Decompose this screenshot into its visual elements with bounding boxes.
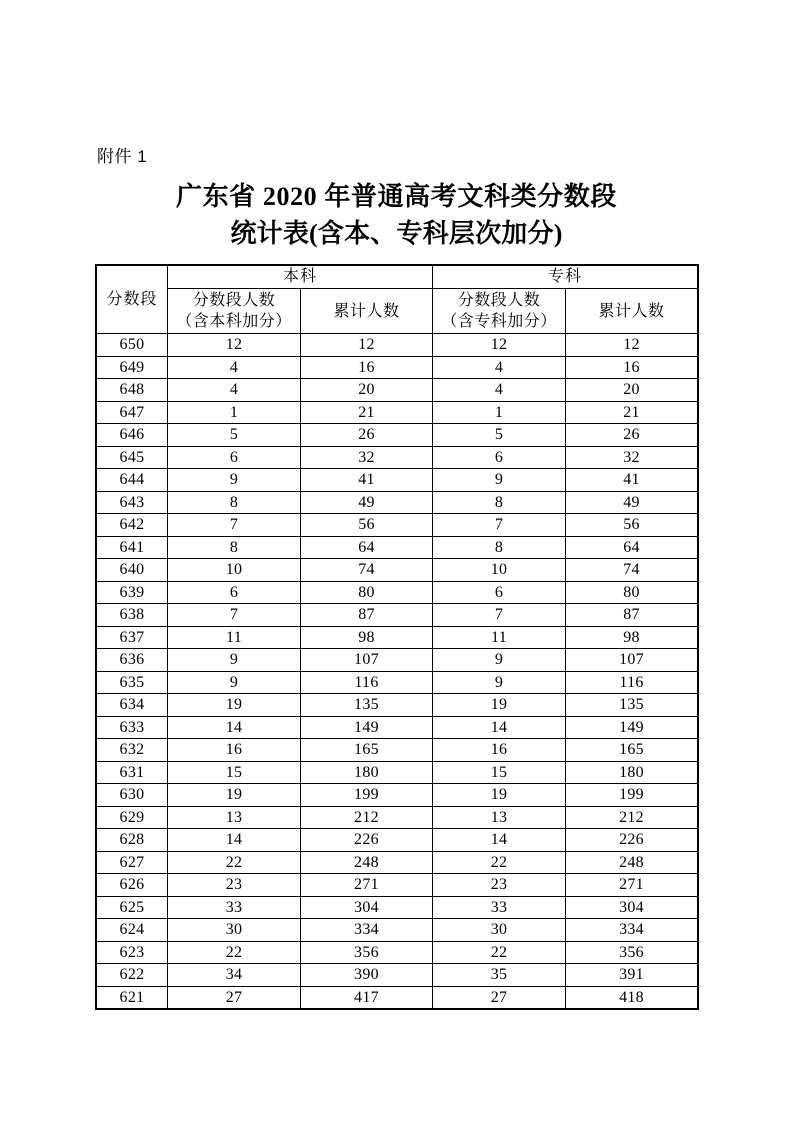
cell-jc-cumulative: 80 (566, 581, 698, 604)
table-row (97, 761, 698, 784)
cell-jc-band-count: 5 (433, 424, 566, 447)
table-row (97, 581, 698, 604)
cell-ug-band-count: 8 (168, 491, 301, 514)
cell-score-band: 637 (97, 626, 168, 649)
table-row (97, 469, 698, 492)
table-row (97, 604, 698, 627)
header-ug-band-count-line1: 分数段人数 (192, 292, 276, 309)
cell-score-band: 645 (97, 446, 168, 469)
cell-jc-band-count: 6 (433, 581, 566, 604)
cell-jc-band-count: 13 (433, 806, 566, 829)
cell-jc-band-count: 19 (433, 694, 566, 717)
cell-jc-cumulative: 271 (566, 874, 698, 897)
table-row (97, 514, 698, 537)
cell-jc-cumulative: 135 (566, 694, 698, 717)
cell-jc-band-count: 35 (433, 964, 566, 987)
cell-score-band: 629 (97, 806, 168, 829)
header-ug-band-count-line2: （含本科加分） (176, 313, 292, 330)
table-row (97, 671, 698, 694)
cell-jc-cumulative: 21 (566, 401, 698, 424)
cell-jc-band-count: 6 (433, 446, 566, 469)
score-distribution-table (96, 265, 698, 1009)
table-row (97, 356, 698, 379)
table-row (97, 896, 698, 919)
cell-ug-cumulative: 271 (301, 874, 433, 897)
table-row (97, 694, 698, 717)
cell-score-band: 628 (97, 829, 168, 852)
cell-jc-cumulative: 334 (566, 919, 698, 942)
cell-ug-band-count: 9 (168, 649, 301, 672)
header-ug-cumulative-line1: 累计人数 (333, 302, 400, 320)
cell-jc-cumulative: 20 (566, 379, 698, 402)
cell-ug-cumulative: 334 (301, 919, 433, 942)
cell-ug-band-count: 12 (168, 334, 301, 357)
cell-score-band: 623 (97, 941, 168, 964)
table-row (97, 851, 698, 874)
header-jc-band-count (433, 289, 566, 334)
cell-score-band: 638 (97, 604, 168, 627)
table-row (97, 446, 698, 469)
page-title-line-1: 广东省 2020 年普通高考文科类分数段 (175, 182, 617, 211)
table-row (97, 829, 698, 852)
cell-jc-band-count: 8 (433, 491, 566, 514)
cell-score-band: 636 (97, 649, 168, 672)
header-score-band: 分数段 (97, 266, 168, 334)
table-header-row-subheads (97, 289, 698, 334)
cell-jc-cumulative: 98 (566, 626, 698, 649)
cell-ug-band-count: 27 (168, 986, 301, 1009)
table-row (97, 649, 698, 672)
cell-ug-band-count: 13 (168, 806, 301, 829)
cell-jc-cumulative: 16 (566, 356, 698, 379)
cell-jc-band-count: 8 (433, 536, 566, 559)
cell-ug-cumulative: 26 (301, 424, 433, 447)
cell-jc-cumulative: 64 (566, 536, 698, 559)
table-row (97, 626, 698, 649)
table-row (97, 559, 698, 582)
cell-ug-band-count: 10 (168, 559, 301, 582)
cell-score-band: 630 (97, 784, 168, 807)
cell-jc-cumulative: 304 (566, 896, 698, 919)
cell-ug-band-count: 6 (168, 581, 301, 604)
cell-score-band: 625 (97, 896, 168, 919)
cell-jc-cumulative: 248 (566, 851, 698, 874)
cell-jc-cumulative: 149 (566, 716, 698, 739)
table-row (97, 491, 698, 514)
cell-jc-band-count: 4 (433, 356, 566, 379)
cell-score-band: 624 (97, 919, 168, 942)
cell-jc-cumulative: 26 (566, 424, 698, 447)
cell-jc-band-count: 22 (433, 941, 566, 964)
header-ug-band-count (168, 289, 301, 334)
cell-ug-cumulative: 116 (301, 671, 433, 694)
header-jc-cumulative (566, 289, 698, 334)
table-row (97, 536, 698, 559)
cell-ug-cumulative: 64 (301, 536, 433, 559)
header-jc-band-count-line2: （含专科加分） (441, 313, 557, 330)
cell-jc-band-count: 23 (433, 874, 566, 897)
cell-ug-band-count: 34 (168, 964, 301, 987)
table-body (97, 334, 698, 1009)
header-group-junior-college: 专科 (433, 266, 698, 289)
cell-score-band: 634 (97, 694, 168, 717)
cell-jc-cumulative: 41 (566, 469, 698, 492)
cell-jc-cumulative: 107 (566, 649, 698, 672)
cell-ug-cumulative: 390 (301, 964, 433, 987)
cell-ug-cumulative: 20 (301, 379, 433, 402)
cell-ug-band-count: 8 (168, 536, 301, 559)
table-header (97, 266, 698, 334)
cell-ug-cumulative: 304 (301, 896, 433, 919)
cell-score-band: 639 (97, 581, 168, 604)
cell-jc-cumulative: 212 (566, 806, 698, 829)
cell-jc-cumulative: 49 (566, 491, 698, 514)
cell-ug-cumulative: 180 (301, 761, 433, 784)
cell-ug-band-count: 5 (168, 424, 301, 447)
cell-score-band: 650 (97, 334, 168, 357)
cell-score-band: 647 (97, 401, 168, 424)
page-title-line-2: 统计表(含本、专科层次加分) (230, 219, 563, 248)
cell-ug-cumulative: 417 (301, 986, 433, 1009)
cell-jc-band-count: 19 (433, 784, 566, 807)
cell-jc-band-count: 30 (433, 919, 566, 942)
cell-ug-band-count: 14 (168, 716, 301, 739)
cell-ug-cumulative: 98 (301, 626, 433, 649)
table-header-row-groups (97, 266, 698, 289)
cell-score-band: 626 (97, 874, 168, 897)
cell-jc-band-count: 11 (433, 626, 566, 649)
header-ug-cumulative (301, 289, 433, 334)
cell-ug-cumulative: 12 (301, 334, 433, 357)
cell-ug-band-count: 22 (168, 851, 301, 874)
cell-jc-cumulative: 56 (566, 514, 698, 537)
cell-ug-band-count: 14 (168, 829, 301, 852)
cell-ug-cumulative: 165 (301, 739, 433, 762)
cell-ug-cumulative: 49 (301, 491, 433, 514)
table-row (97, 379, 698, 402)
table-row (97, 874, 698, 897)
cell-jc-band-count: 16 (433, 739, 566, 762)
cell-jc-band-count: 9 (433, 469, 566, 492)
cell-score-band: 621 (97, 986, 168, 1009)
cell-jc-band-count: 7 (433, 514, 566, 537)
cell-jc-band-count: 9 (433, 671, 566, 694)
attachment-label: 附件 1 (97, 147, 148, 166)
cell-jc-cumulative: 12 (566, 334, 698, 357)
cell-score-band: 646 (97, 424, 168, 447)
cell-score-band: 643 (97, 491, 168, 514)
cell-jc-cumulative: 391 (566, 964, 698, 987)
cell-score-band: 641 (97, 536, 168, 559)
cell-ug-band-count: 9 (168, 671, 301, 694)
cell-score-band: 642 (97, 514, 168, 537)
header-jc-cumulative-line1: 累计人数 (598, 302, 665, 320)
cell-jc-band-count: 9 (433, 649, 566, 672)
cell-jc-cumulative: 74 (566, 559, 698, 582)
table-row (97, 784, 698, 807)
table-row (97, 401, 698, 424)
table-row (97, 739, 698, 762)
page-title (0, 178, 793, 252)
cell-jc-cumulative: 199 (566, 784, 698, 807)
table-row (97, 964, 698, 987)
cell-jc-cumulative: 180 (566, 761, 698, 784)
cell-ug-cumulative: 56 (301, 514, 433, 537)
cell-ug-cumulative: 87 (301, 604, 433, 627)
cell-ug-band-count: 22 (168, 941, 301, 964)
cell-score-band: 635 (97, 671, 168, 694)
table-row (97, 919, 698, 942)
cell-jc-band-count: 12 (433, 334, 566, 357)
header-jc-band-count-line1: 分数段人数 (457, 292, 541, 309)
table-row (97, 424, 698, 447)
cell-ug-cumulative: 135 (301, 694, 433, 717)
cell-jc-band-count: 14 (433, 716, 566, 739)
cell-ug-cumulative: 16 (301, 356, 433, 379)
cell-ug-cumulative: 199 (301, 784, 433, 807)
cell-ug-band-count: 7 (168, 604, 301, 627)
table-row (97, 986, 698, 1009)
cell-jc-band-count: 33 (433, 896, 566, 919)
cell-ug-band-count: 19 (168, 784, 301, 807)
cell-jc-band-count: 7 (433, 604, 566, 627)
cell-jc-band-count: 22 (433, 851, 566, 874)
cell-jc-band-count: 10 (433, 559, 566, 582)
cell-score-band: 631 (97, 761, 168, 784)
cell-ug-band-count: 9 (168, 469, 301, 492)
cell-score-band: 627 (97, 851, 168, 874)
cell-ug-band-count: 15 (168, 761, 301, 784)
cell-score-band: 632 (97, 739, 168, 762)
cell-jc-cumulative: 226 (566, 829, 698, 852)
cell-score-band: 633 (97, 716, 168, 739)
cell-score-band: 622 (97, 964, 168, 987)
cell-ug-cumulative: 32 (301, 446, 433, 469)
table-row (97, 716, 698, 739)
cell-ug-cumulative: 212 (301, 806, 433, 829)
cell-ug-band-count: 11 (168, 626, 301, 649)
cell-jc-cumulative: 32 (566, 446, 698, 469)
cell-jc-band-count: 14 (433, 829, 566, 852)
table-row (97, 941, 698, 964)
cell-ug-cumulative: 21 (301, 401, 433, 424)
cell-ug-band-count: 4 (168, 379, 301, 402)
cell-jc-cumulative: 116 (566, 671, 698, 694)
cell-ug-band-count: 30 (168, 919, 301, 942)
cell-jc-band-count: 4 (433, 379, 566, 402)
cell-ug-cumulative: 80 (301, 581, 433, 604)
cell-jc-band-count: 1 (433, 401, 566, 424)
cell-ug-band-count: 4 (168, 356, 301, 379)
cell-ug-cumulative: 74 (301, 559, 433, 582)
cell-ug-band-count: 6 (168, 446, 301, 469)
cell-ug-cumulative: 226 (301, 829, 433, 852)
cell-score-band: 644 (97, 469, 168, 492)
table-row (97, 806, 698, 829)
cell-ug-band-count: 33 (168, 896, 301, 919)
cell-ug-band-count: 16 (168, 739, 301, 762)
table-row (97, 334, 698, 357)
cell-ug-cumulative: 356 (301, 941, 433, 964)
cell-jc-cumulative: 87 (566, 604, 698, 627)
cell-score-band: 640 (97, 559, 168, 582)
cell-jc-band-count: 15 (433, 761, 566, 784)
cell-ug-band-count: 7 (168, 514, 301, 537)
cell-jc-cumulative: 356 (566, 941, 698, 964)
cell-ug-cumulative: 149 (301, 716, 433, 739)
cell-score-band: 648 (97, 379, 168, 402)
cell-ug-cumulative: 248 (301, 851, 433, 874)
cell-ug-cumulative: 107 (301, 649, 433, 672)
cell-ug-band-count: 23 (168, 874, 301, 897)
cell-ug-band-count: 19 (168, 694, 301, 717)
cell-ug-band-count: 1 (168, 401, 301, 424)
cell-jc-band-count: 27 (433, 986, 566, 1009)
cell-score-band: 649 (97, 356, 168, 379)
cell-jc-cumulative: 165 (566, 739, 698, 762)
cell-ug-cumulative: 41 (301, 469, 433, 492)
cell-jc-cumulative: 418 (566, 986, 698, 1009)
header-group-undergraduate: 本科 (168, 266, 433, 289)
